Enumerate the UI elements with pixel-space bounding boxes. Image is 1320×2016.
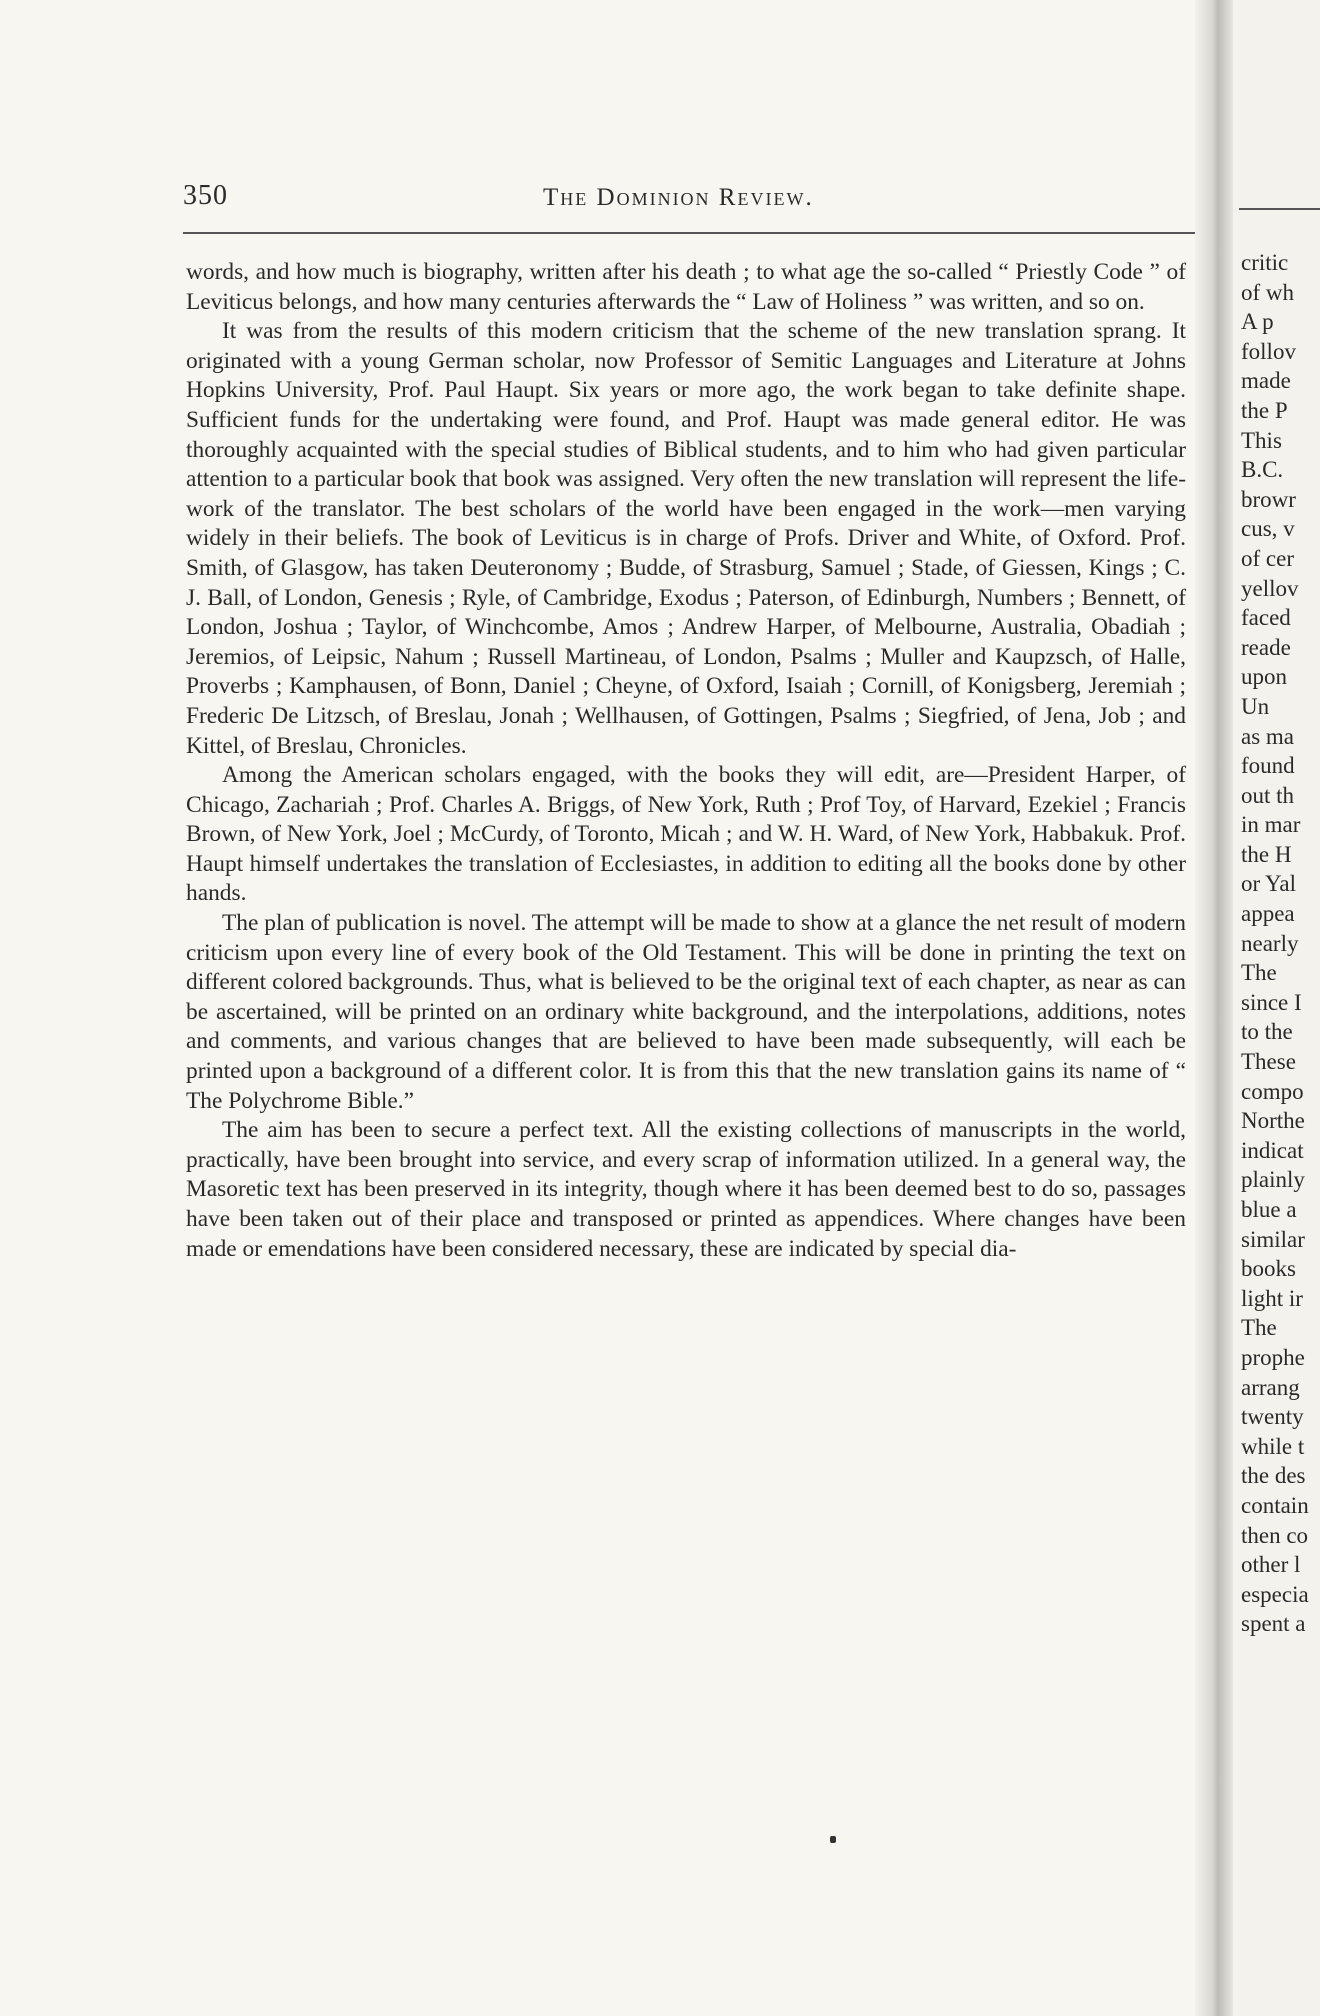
facing-page-line: upon <box>1241 664 1287 690</box>
facing-page-line: of cer <box>1241 545 1294 571</box>
paragraph: The plan of publication is novel. The attempt will be made to show at a glance the net result of modern criticism upon every line of every book of the Old Testament. This will be done in printing the text on different colored backgrounds. Thus, what is believed to be the original text of each chapter, as near as can be ascertained, will be printed on an ordinary white background, and the interpolations, additions, notes and comments, and various changes that are believed to have been made subsequently, will each be printed upon a background of a different color. It is from this that the new translation gains its name of “ The Polychrome Bible.” <box>186 910 1186 1114</box>
page-number: 350 <box>183 180 228 211</box>
facing-page-text <box>1241 248 1320 1639</box>
article-body <box>186 258 1186 1264</box>
facing-page-line: critic <box>1241 250 1289 275</box>
facing-page-line: contain <box>1241 1492 1309 1518</box>
running-title: The Dominion Review. <box>543 184 814 211</box>
paragraph: words, and how much is biography, written after his death ; to what age the so-called “ Priestly Code ” of Leviticus belongs, and how many centuries afterwards the “ Law of Holiness ” was written, and so on. <box>186 259 1186 315</box>
facing-page-line: twenty <box>1241 1404 1304 1430</box>
facing-page-line: of wh <box>1241 279 1295 305</box>
header-rule <box>183 232 1195 234</box>
facing-page-line: The <box>1241 960 1277 986</box>
paragraph: It was from the results of this modern criticism that the scheme of the new translation sprang. It originated with a young German scholar, now Professor of Semitic Languages and Literature at Johns Hopkins University, Prof. Paul Haupt. Six years or more ago, the work began to take definite shape. Sufficient funds for the undertaking were found, and Prof. Haupt was made general editor. He was thoroughly acquainted with the special studies of Biblical students, and to him who had given particular attention to a particular book that book was assigned. Very often the new translation will represent the life-work of the translator. The best scholars of the world have been engaged in the work—men varying widely in their beliefs. The book of Leviticus is in charge of Profs. Driver and White, of Oxford. Prof. Smith, of Glasgow, has taken Deuteronomy ; Budde, of Strasburg, Samuel ; Stade, of Giessen, Kings ; C. J. Ball, of London, Genesis ; Ryle, of Cambridge, Exodus ; Paterson, of Edinburgh, Numbers ; Bennett, of London, Joshua ; Taylor, of Winchcombe, Amos ; Andrew Harper, of Melbourne, Australia, Obadiah ; Jeremios, of Leipsic, Nahum ; Russell Martineau, of London, Psalms ; Muller and Kaupzsch, of Halle, Proverbs ; Kamphausen, of Bonn, Daniel ; Cheyne, of Oxford, Isaiah ; Cornill, of Konigsberg, Jeremiah ; Frederic De Litzsch, of Breslau, Jonah ; Wellhausen, of Gottingen, Psalms ; Siegfried, of Jena, Job ; and Kittel, of Breslau, Chronicles. <box>186 318 1186 759</box>
facing-page-line: made <box>1241 368 1291 394</box>
facing-page-line: A p <box>1241 309 1274 335</box>
facing-page-line: as ma <box>1241 723 1295 749</box>
facing-page-line: Un <box>1241 693 1270 719</box>
facing-page-line: faced <box>1241 605 1291 631</box>
facing-page-line: other l <box>1241 1552 1301 1578</box>
facing-page-line: or Yal <box>1241 871 1296 897</box>
facing-page-line: nearly <box>1241 930 1299 956</box>
facing-page-line: plainly <box>1241 1167 1305 1193</box>
facing-page-line: to the <box>1241 1019 1293 1045</box>
facing-page-line: while t <box>1241 1433 1305 1459</box>
facing-page-line: This <box>1241 427 1282 453</box>
ink-speck <box>830 1836 836 1843</box>
facing-page-line: yellov <box>1241 575 1299 601</box>
facing-page-line: The <box>1241 1315 1277 1341</box>
paragraph: Among the American scholars engaged, with the books they will edit, are—President Harper, of Chicago, Zachariah ; Prof. Charles A. Briggs, of New York, Ruth ; Prof Toy, of Harvard, Ezekiel ; Francis Brown, of New York, Joel ; McCurdy, of Toronto, Micah ; and W. H. Ward, of New York, Habbakuk. Prof. Haupt himself undertakes the translation of Ecclesiastes, in addition to editing all the books done by other hands. <box>186 762 1186 907</box>
facing-page-line: These <box>1241 1049 1296 1075</box>
facing-page-line: cus, v <box>1241 516 1295 542</box>
facing-page-line: B.C. <box>1241 457 1284 483</box>
facing-page-line: since I <box>1241 989 1302 1015</box>
facing-page-line: blue a <box>1241 1197 1297 1222</box>
facing-page-line: the P <box>1241 397 1288 423</box>
facing-page-line: indicat <box>1241 1137 1304 1163</box>
facing-page-line: books <box>1241 1256 1296 1282</box>
gutter-shadow <box>1195 0 1233 2016</box>
facing-page-line: in mar <box>1241 812 1301 838</box>
facing-page-rule <box>1239 208 1320 210</box>
facing-page-line: then co <box>1241 1522 1309 1548</box>
facing-page-line: arrang <box>1241 1374 1300 1400</box>
facing-page-line: reade <box>1241 634 1291 660</box>
facing-page-line: the H <box>1241 841 1292 867</box>
facing-page-line: light ir <box>1241 1285 1303 1311</box>
facing-page-line: compo <box>1241 1078 1304 1104</box>
facing-page-line: the des <box>1241 1463 1306 1489</box>
facing-page-line: appea <box>1241 901 1295 927</box>
facing-page <box>1233 0 1320 2016</box>
facing-page-line: out th <box>1241 782 1295 808</box>
facing-page-line: especia <box>1241 1581 1309 1607</box>
facing-page-line: spent a <box>1241 1611 1306 1637</box>
facing-page-line: similar <box>1241 1226 1305 1252</box>
facing-page-line: browr <box>1241 486 1296 512</box>
paragraph: The aim has been to secure a perfect text. All the existing collections of manuscripts in the world, practically, have been brought into service, and every scrap of information utilized. In a general way, the Masoretic text has been preserved in its integrity, though where it has been deemed best to do so, passages have been taken out of their place and transposed or printed as appendices. Where changes have been made or emendations have been considered necessary, these are indicated by special dia- <box>186 1117 1186 1262</box>
facing-page-line: found <box>1241 753 1295 779</box>
facing-page-line: prophe <box>1241 1344 1305 1370</box>
facing-page-line: Northe <box>1241 1108 1305 1134</box>
facing-page-line: follov <box>1241 338 1296 364</box>
page-header <box>183 180 1188 226</box>
